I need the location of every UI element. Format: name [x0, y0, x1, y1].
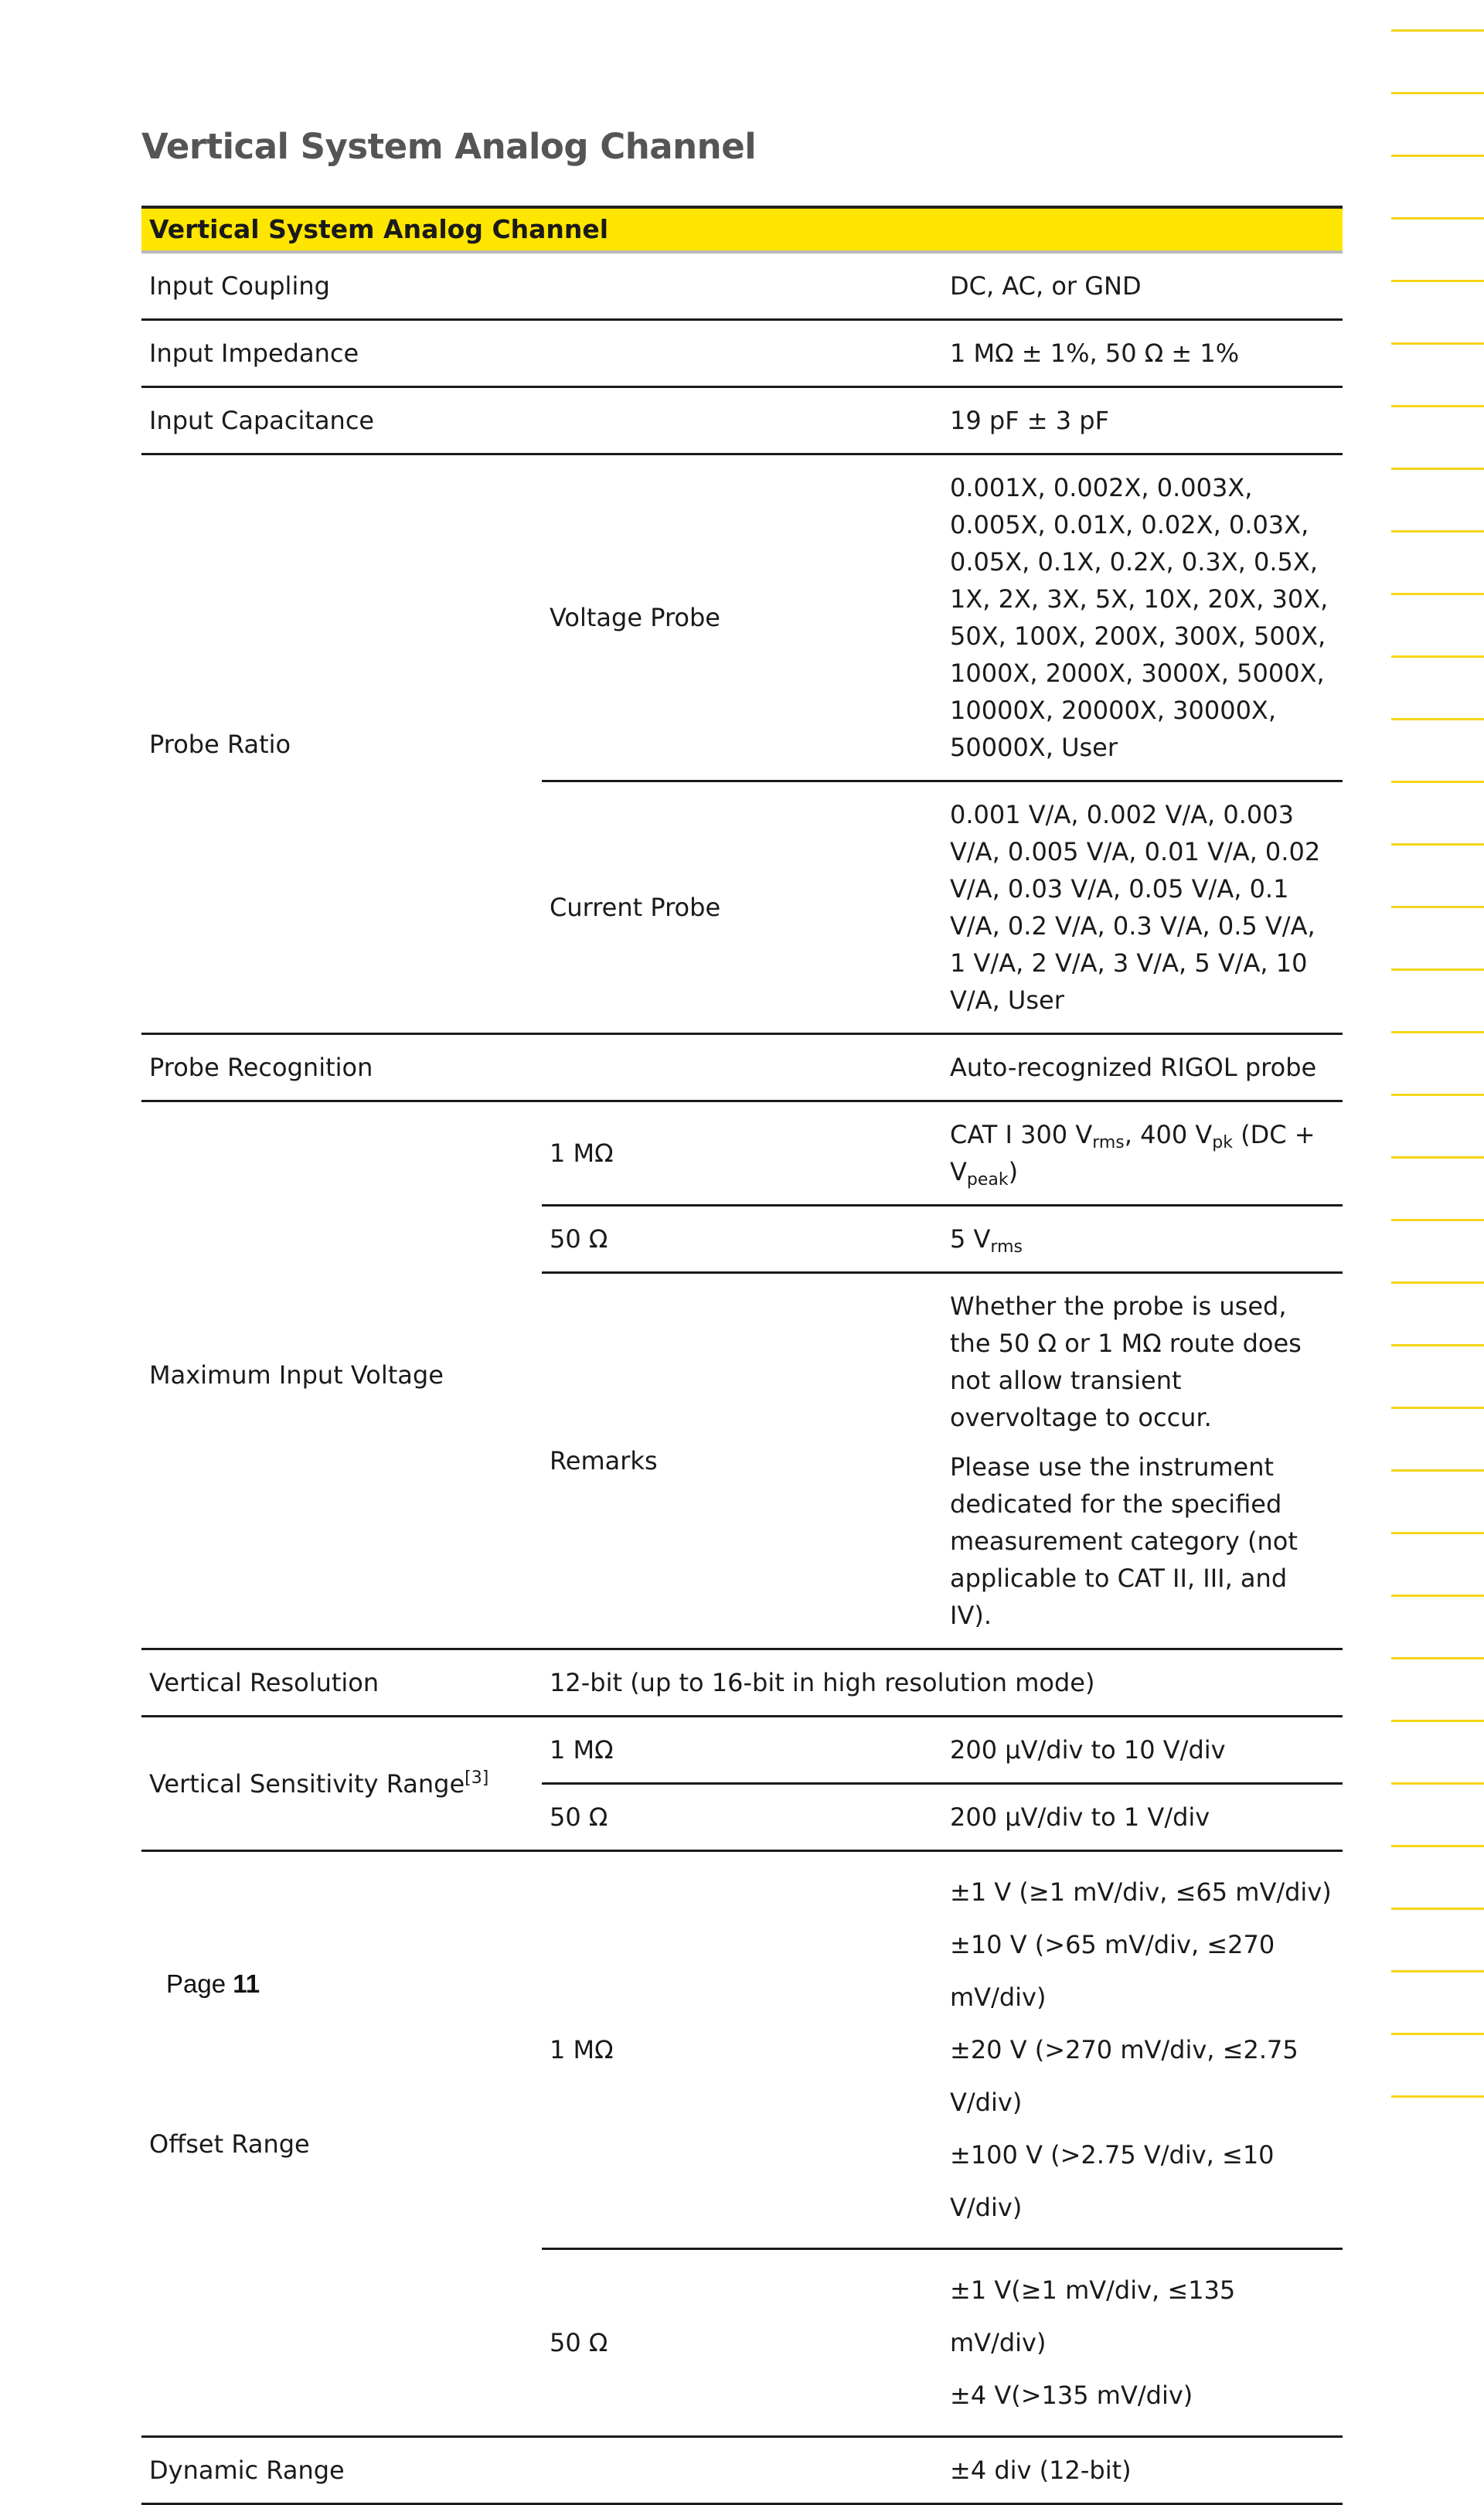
spec-table	[141, 206, 1343, 2505]
table-row	[141, 454, 1343, 781]
spec-value: Auto-recognized RIGOL probe	[942, 1034, 1343, 1101]
table-row	[141, 1649, 1343, 1717]
spec-value: 0.001 V/A, 0.002 V/A, 0.003 V/A, 0.005 V/A, 0.01 V/A, 0.02 V/A, 0.03 V/A, 0.05 V/A, 0.1 V/A, 0.2 V/A, 0.3 V/A, 0.5 V/A, 1 V/A, 2 V/A, 3 V/A, 5 V/A, 10 V/A, User	[942, 781, 1343, 1034]
spec-label: Input Impedance	[141, 320, 542, 387]
spec-value	[942, 1851, 1343, 2249]
page-number: 11	[233, 1969, 260, 1998]
spec-value: 1 MΩ ± 1%, 50 Ω ± 1%	[942, 320, 1343, 387]
spec-value: 200 μV/div to 10 V/div	[942, 1717, 1343, 1784]
spec-sublabel: 50 Ω	[542, 2249, 942, 2437]
spec-sublabel: Remarks	[542, 1273, 942, 1649]
spec-sublabel: Current Probe	[542, 781, 942, 1034]
spec-label: Input Coupling	[149, 271, 330, 301]
offset-line: ±10 V (>65 mV/div, ≤270 mV/div)	[950, 1930, 1275, 2012]
offset-line: ±100 V (>2.75 V/div, ≤10 V/div)	[950, 2140, 1275, 2222]
offset-line: ±4 V(>135 mV/div)	[950, 2381, 1193, 2410]
spec-label: Probe Recognition	[141, 1034, 542, 1101]
table-header-row	[141, 207, 1343, 252]
spec-value: ±4 div (12-bit)	[942, 2437, 1343, 2504]
spec-label: Vertical Sensitivity Range[3]	[141, 1717, 542, 1851]
table-row	[141, 387, 1343, 454]
spec-sublabel: 1 MΩ	[542, 1851, 942, 2249]
table-row	[141, 1717, 1343, 1784]
spec-label: Dynamic Range	[141, 2437, 542, 2504]
spec-value: 19 pF ± 3 pF	[942, 387, 1343, 454]
table-row	[141, 1851, 1343, 2249]
spec-sublabel: 1 MΩ	[542, 1717, 942, 1784]
spec-sublabel: 50 Ω	[542, 1206, 942, 1273]
spec-label: Probe Ratio	[141, 454, 542, 1034]
spec-value: DC, AC, or GND	[950, 271, 1142, 301]
page-footer	[166, 1969, 260, 1999]
footnote-ref: [3]	[465, 1768, 489, 1788]
remark-paragraph: Whether the probe is used, the 50 Ω or 1 MΩ route does not allow transient overvoltage to occur.	[950, 1292, 1302, 1432]
spec-value: 0.001X, 0.002X, 0.003X, 0.005X, 0.01X, 0.02X, 0.03X, 0.05X, 0.1X, 0.2X, 0.3X, 0.5X, 1X, 2X, 3X, 5X, 10X, 20X, 30X, 50X, 100X, 200X, 300X, 500X, 1000X, 2000X, 3000X, 5000X, 10000X, 20000X, 30000X, 50000X, User	[942, 454, 1343, 781]
spec-label: Input Capacitance	[141, 387, 542, 454]
table-row	[141, 2437, 1343, 2504]
spec-value	[942, 2249, 1343, 2437]
table-row	[141, 1101, 1343, 1206]
page-title: Vertical System Analog Channel	[141, 126, 757, 167]
spec-sublabel: 1 MΩ	[542, 1101, 942, 1206]
table-row	[141, 252, 1343, 320]
spec-value: 200 μV/div to 1 V/div	[942, 1784, 1343, 1851]
spec-value: 12-bit (up to 16-bit in high resolution mode)	[542, 1649, 1343, 1717]
spec-label: Offset Range	[141, 1851, 542, 2437]
spec-label: Maximum Input Voltage	[141, 1101, 542, 1649]
page-label: Page	[166, 1969, 226, 1998]
spec-value: CAT I 300 $V_{rms}$, 400 $V_{pk}$ $(DC + V_{peak})$	[942, 1101, 1343, 1206]
remark-paragraph: Please use the instrument dedicated for the specified measurement category (not applicable to CAT II, III, and IV).	[950, 1452, 1298, 1630]
spec-sublabel: Voltage Probe	[542, 454, 942, 781]
spec-label: Vertical Resolution	[141, 1649, 542, 1717]
table-row	[141, 320, 1343, 387]
table-row	[141, 1034, 1343, 1101]
offset-line: ±20 V (>270 mV/div, ≤2.75 V/div)	[950, 2035, 1298, 2117]
table-header: Vertical System Analog Channel	[141, 207, 1343, 252]
spec-sublabel: 50 Ω	[542, 1784, 942, 1851]
edge-tab-lines	[1391, 0, 1484, 2098]
spec-value	[942, 1273, 1343, 1649]
offset-line: ±1 V(≥1 mV/div, ≤135 mV/div)	[950, 2275, 1236, 2357]
offset-line: ±1 V (≥1 mV/div, ≤65 mV/div)	[950, 1877, 1332, 1907]
spec-value: 5 $V_{rms}$	[942, 1206, 1343, 1273]
